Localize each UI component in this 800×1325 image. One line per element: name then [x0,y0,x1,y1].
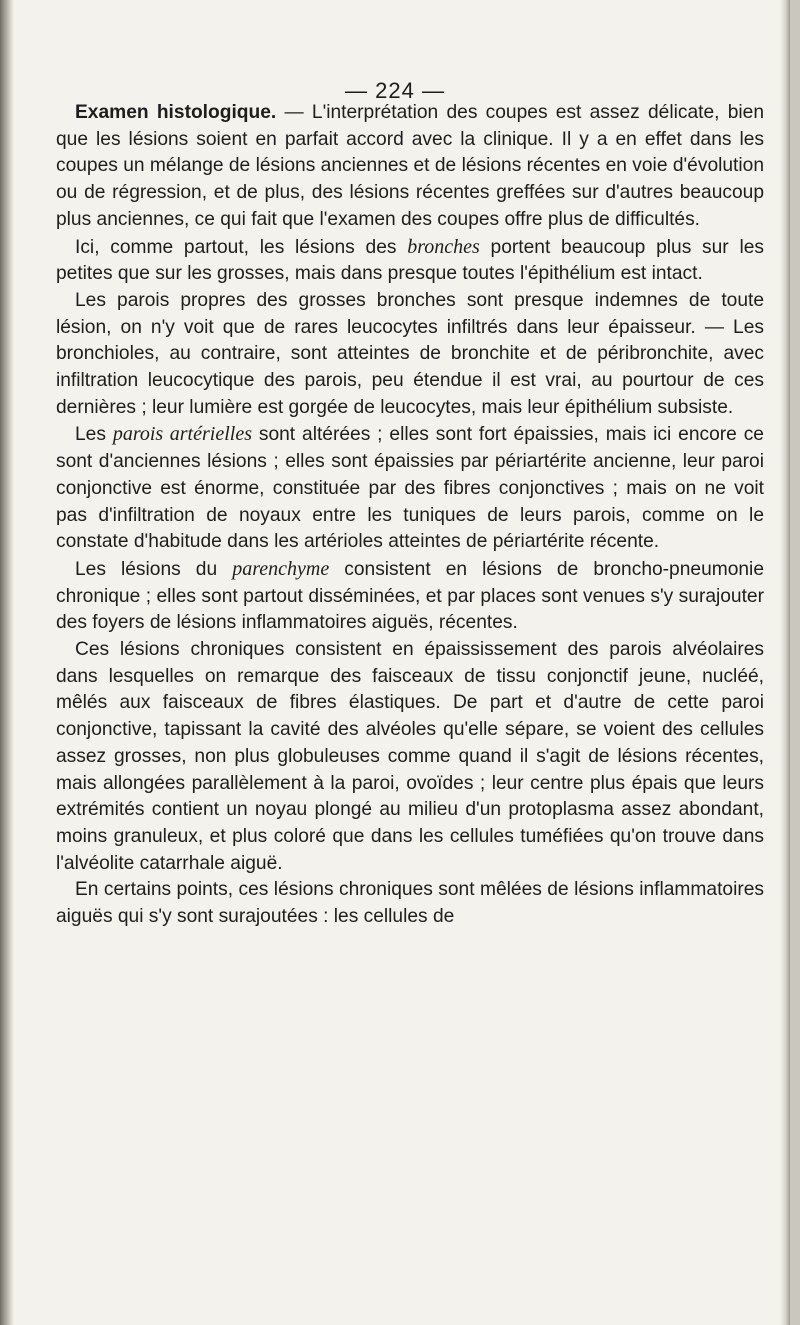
paragraph-lesions-chroniques [56,637,764,877]
paragraph-parois-arterielles [56,421,764,556]
paragraph-text: Les parois propres des grosses bronches sont presque indemnes de toute lésion, on n'y voit que de rares leucocytes infiltrés dans leur épaisseur. — Les bronchioles, au contraire, sont atteintes de bronchite et de péribronchite, avec infiltration leucocytique des parois, peu étendue il est vrai, au pourtour de ces dernières ; leur lumière est gorgée de leucocytes, mais leur épithélium subsiste. [56,289,764,418]
paragraph-examen-histologique [56,100,764,234]
section-heading: Examen histologique. [75,102,277,123]
body-text [56,100,764,931]
paragraph-parois-bronches [56,288,764,422]
paragraph-parenchyme [56,556,764,637]
paragraph-bronches [56,234,764,288]
page-number: — 224 — [345,78,445,103]
paragraph-certains-points [56,877,764,930]
emphasized-term: parois artérielles [112,423,252,446]
page-binding-shadow [0,0,14,1325]
emphasized-term: parenchyme [232,557,330,580]
paragraph-text: consistent en lésions de broncho-pneumonie chronique ; elles sont partout disséminées, et par places sont venues s'y surajouter des foyers de lésions inflammatoires aiguës, récentes. [56,558,764,634]
page-edge-shadow [780,0,790,1325]
paragraph-text: sont altérées ; elles sont fort épaissies, mais ici encore ce sont d'anciennes lésions ; elles sont épaissies par périartérite ancienne, leur paroi conjonctive est énorme, constituée par des fibres conjonctives ; mais on ne voit pas d'infiltration de noyaux entre les tuniques de leurs parois, comme on le constate d'habitude dans les artérioles atteintes de périartérite récente. [56,424,764,553]
paragraph-text: Les lésions du [75,558,233,580]
paragraph-text: En certains points, ces lésions chroniques sont mêlées de lésions inflammatoires aiguës qui s'y sont surajoutées : les cellules de [56,879,764,928]
paragraph-text: Ici, comme partout, les lésions des [75,236,408,258]
paragraph-text: Ces lésions chroniques consistent en épaississement des parois alvéolaires dans lesquelles on remarque des faisceaux de tissu conjonctif jeune, nucléé, mêlés aux faisceaux de fibres élastiques. De part et d'autre de cette paroi conjonctive, tapissant la cavité des alvéoles qu'elle sépare, se voient des cellules assez grosses, non plus globuleuses comme quand il s'agit de lésions récentes, mais allongées parallèlement à la paroi, ovoïdes ; leur centre plus épais que leurs extrémités contient un noyau plongé au milieu d'un protoplasma assez abondant, moins granuleux, et plus coloré que dans les cellules tuméfiées qu'on trouve dans l'alvéolite catarrhale aiguë. [56,639,764,874]
paragraph-text: Les [75,424,113,446]
emphasized-term: bronches [407,235,480,258]
paragraph-text: portent beaucoup plus sur les petites que sur les grosses, mais dans presque toutes l'épithélium est intact. [56,236,764,285]
paragraph-text: — L'interprétation des coupes est assez délicate, bien que les lésions soient en parfait accord avec la clinique. Il y a en effet dans les coupes un mélange de lésions anciennes et de lésions récentes en voie d'évolution ou de régression, et de plus, des lésions récentes greffées sur d'autres beaucoup plus anciennes, ce qui fait que l'examen des coupes offre plus de difficultés. [56,102,764,230]
